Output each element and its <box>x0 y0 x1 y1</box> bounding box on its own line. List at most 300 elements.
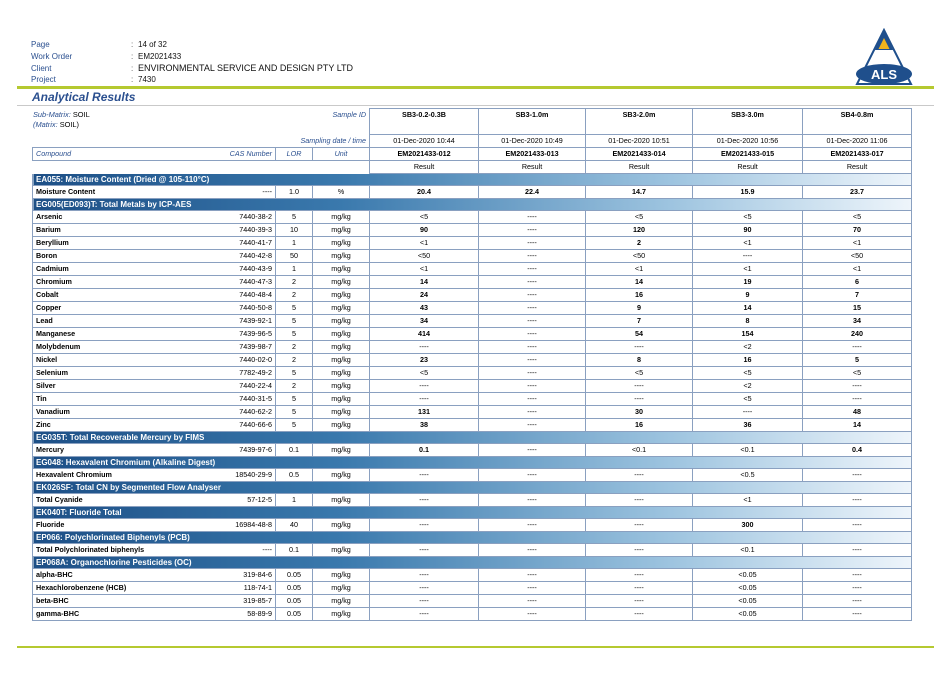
result-cell: 14 <box>803 419 912 432</box>
result-cell: <5 <box>586 367 693 380</box>
result-cell: ---- <box>479 263 586 276</box>
result-cell: ---- <box>479 276 586 289</box>
result-cell: <0.05 <box>693 582 803 595</box>
matrix-label: (Matrix: <box>33 120 58 129</box>
result-cell: ---- <box>479 608 586 621</box>
result-cell: 30 <box>586 406 693 419</box>
result-cell: ---- <box>803 595 912 608</box>
result-cell: ---- <box>479 289 586 302</box>
result-cell: <5 <box>586 211 693 224</box>
sub-matrix <box>33 110 90 130</box>
result-cell: ---- <box>586 380 693 393</box>
cas-number: 7440-48-4 <box>201 289 276 302</box>
unit-value: mg/kg <box>313 211 370 224</box>
table-row <box>33 263 912 276</box>
unit-value: mg/kg <box>313 582 370 595</box>
section-header <box>33 532 912 544</box>
result-cell: ---- <box>803 519 912 532</box>
result-cell: ---- <box>803 569 912 582</box>
unit-value: mg/kg <box>313 380 370 393</box>
result-cell: <0.05 <box>693 569 803 582</box>
table-row <box>33 469 912 482</box>
header-row-project: Project : 7430 <box>31 75 156 85</box>
unit-value: mg/kg <box>313 224 370 237</box>
section-header <box>33 507 912 519</box>
compound-name: Silver <box>33 380 201 393</box>
lor-value: 2 <box>276 276 313 289</box>
result-cell: <1 <box>693 494 803 507</box>
unit-value: mg/kg <box>313 544 370 557</box>
result-cell: ---- <box>479 380 586 393</box>
compound-name: alpha-BHC <box>33 569 201 582</box>
header-row-work-order: Work Order : EM2021433 <box>31 51 182 61</box>
compound-name: Selenium <box>33 367 201 380</box>
result-cell: 154 <box>693 328 803 341</box>
result-cell: <5 <box>370 367 479 380</box>
result-cell: <1 <box>803 263 912 276</box>
table-row <box>33 380 912 393</box>
result-cell: ---- <box>586 582 693 595</box>
result-cell: 8 <box>693 315 803 328</box>
result-cell: 70 <box>803 224 912 237</box>
compound-name: Chromium <box>33 276 201 289</box>
result-cell: 16 <box>586 419 693 432</box>
section-header <box>33 174 912 186</box>
lor-value: 0.05 <box>276 595 313 608</box>
sample-id-4: SB3-3.0m <box>693 109 803 135</box>
result-cell: 24 <box>370 289 479 302</box>
cas-number: 7782-49-2 <box>201 367 276 380</box>
result-cell: ---- <box>479 406 586 419</box>
project-value: 7430 <box>138 75 156 85</box>
table-row <box>33 276 912 289</box>
table-row <box>33 250 912 263</box>
sample-id-row <box>33 109 912 135</box>
result-cell: ---- <box>803 469 912 482</box>
result-cell: <5 <box>693 367 803 380</box>
unit-value: mg/kg <box>313 276 370 289</box>
lor-value: 2 <box>276 341 313 354</box>
compound-name: Tin <box>33 393 201 406</box>
result-cell: ---- <box>479 367 586 380</box>
result-cell: 48 <box>803 406 912 419</box>
lor-value: 2 <box>276 380 313 393</box>
unit-value: mg/kg <box>313 444 370 457</box>
table-row <box>33 289 912 302</box>
compound-name: Hexavalent Chromium <box>33 469 201 482</box>
lor-value: 5 <box>276 419 313 432</box>
sample-id-5: SB4-0.8m <box>803 109 912 135</box>
compound-name: Vanadium <box>33 406 201 419</box>
result-cell: ---- <box>479 302 586 315</box>
result-cell: 36 <box>693 419 803 432</box>
table-row <box>33 519 912 532</box>
result-cell: 2 <box>586 237 693 250</box>
cas-number: 18540-29-9 <box>201 469 276 482</box>
result-cell: 23 <box>370 354 479 367</box>
sample-date-1: 01-Dec-2020 10:44 <box>370 135 479 148</box>
result-cell: ---- <box>479 341 586 354</box>
result-cell: ---- <box>479 328 586 341</box>
work-order-value: EM2021433 <box>138 51 182 61</box>
page-title: Analytical Results <box>32 90 136 104</box>
result-cell: <5 <box>803 367 912 380</box>
compound-header: Compound <box>33 148 201 161</box>
cas-number: 7440-31-5 <box>201 393 276 406</box>
cas-number: 7440-66-6 <box>201 419 276 432</box>
result-cell: ---- <box>586 519 693 532</box>
result-cell: 7 <box>803 289 912 302</box>
result-cell: ---- <box>479 544 586 557</box>
lor-value: 5 <box>276 367 313 380</box>
project-label: Project <box>31 75 56 85</box>
result-cell: 20.4 <box>370 186 479 199</box>
table-row <box>33 494 912 507</box>
result-cell: ---- <box>370 608 479 621</box>
result-cell: <0.5 <box>693 469 803 482</box>
result-cell: 19 <box>693 276 803 289</box>
unit-value: mg/kg <box>313 519 370 532</box>
page-value: 14 of 32 <box>138 40 167 49</box>
cas-number: 7440-38-2 <box>201 211 276 224</box>
result-cell: ---- <box>803 341 912 354</box>
compound-name: Zinc <box>33 419 201 432</box>
table-row <box>33 393 912 406</box>
result-cell: 15.9 <box>693 186 803 199</box>
result-cell: ---- <box>803 380 912 393</box>
lor-value: 1.0 <box>276 186 313 199</box>
result-cell: ---- <box>803 608 912 621</box>
cas-number: 118-74-1 <box>201 582 276 595</box>
result-cell: ---- <box>586 569 693 582</box>
table-row <box>33 419 912 432</box>
unit-value: mg/kg <box>313 328 370 341</box>
header-rule <box>17 86 934 89</box>
result-cell: ---- <box>479 444 586 457</box>
table-row <box>33 444 912 457</box>
result-cell: <50 <box>803 250 912 263</box>
result-cell: ---- <box>370 393 479 406</box>
table-row <box>33 595 912 608</box>
cas-number: 58-89-9 <box>201 608 276 621</box>
result-cell: ---- <box>586 469 693 482</box>
unit-value: mg/kg <box>313 406 370 419</box>
compound-name: Arsenic <box>33 211 201 224</box>
result-cell: ---- <box>479 419 586 432</box>
cas-number: 7439-92-1 <box>201 315 276 328</box>
result-cell: 14 <box>586 276 693 289</box>
result-cell: 14 <box>370 276 479 289</box>
matrix-value: SOIL) <box>59 120 80 129</box>
unit-value: mg/kg <box>313 341 370 354</box>
compound-name: Moisture Content <box>33 186 201 199</box>
cas-number: 7440-02-0 <box>201 354 276 367</box>
lab-id-4: EM2021433-015 <box>693 148 803 161</box>
result-cell: 8 <box>586 354 693 367</box>
compound-name: Barium <box>33 224 201 237</box>
section-title: EG005(ED093)T: Total Metals by ICP-AES <box>33 199 912 211</box>
table-row <box>33 315 912 328</box>
table-row <box>33 237 912 250</box>
compound-name: Total Polychlorinated biphenyls <box>33 544 201 557</box>
lor-value: 0.05 <box>276 569 313 582</box>
unit-value: mg/kg <box>313 393 370 406</box>
table-row <box>33 569 912 582</box>
header-row-client: Client : ENVIRONMENTAL SERVICE AND DESIGN PTY LTD <box>31 62 354 73</box>
result-cell: <1 <box>370 237 479 250</box>
unit-value: mg/kg <box>313 250 370 263</box>
compound-name: Mercury <box>33 444 201 457</box>
result-cell: 120 <box>586 224 693 237</box>
cas-number: 7440-41-7 <box>201 237 276 250</box>
cas-number: 7439-98-7 <box>201 341 276 354</box>
table-row <box>33 302 912 315</box>
section-title: EG048: Hexavalent Chromium (Alkaline Digest) <box>33 457 912 469</box>
result-cell: 0.4 <box>803 444 912 457</box>
footer-rule <box>17 646 934 648</box>
result-cell: ---- <box>479 569 586 582</box>
sub-matrix-label: Sub-Matrix: <box>33 110 71 119</box>
lor-value: 50 <box>276 250 313 263</box>
cas-number: 7439-97-6 <box>201 444 276 457</box>
logo-text: ALS <box>871 67 897 82</box>
table-row <box>33 544 912 557</box>
result-cell: ---- <box>370 569 479 582</box>
column-header-row <box>33 148 912 161</box>
section-header <box>33 482 912 494</box>
unit-value: mg/kg <box>313 608 370 621</box>
client-label: Client <box>31 63 52 73</box>
result-cell: 240 <box>803 328 912 341</box>
lor-value: 5 <box>276 328 313 341</box>
table-row <box>33 354 912 367</box>
result-cell: 54 <box>586 328 693 341</box>
result-cell: 22.4 <box>479 186 586 199</box>
sample-date-4: 01-Dec-2020 10:56 <box>693 135 803 148</box>
result-cell: ---- <box>479 393 586 406</box>
result-cell: <5 <box>370 211 479 224</box>
table-row <box>33 582 912 595</box>
result-cell: ---- <box>586 341 693 354</box>
result-cell: <1 <box>693 263 803 276</box>
result-cell: ---- <box>479 224 586 237</box>
result-cell: 14 <box>693 302 803 315</box>
compound-name: Boron <box>33 250 201 263</box>
result-cell: ---- <box>479 595 586 608</box>
section-header <box>33 557 912 569</box>
result-cell: <5 <box>803 211 912 224</box>
section-title: EP068A: Organochlorine Pesticides (OC) <box>33 557 912 569</box>
lor-value: 1 <box>276 263 313 276</box>
result-cell: <1 <box>370 263 479 276</box>
result-cell: ---- <box>479 494 586 507</box>
result-cell: <1 <box>693 237 803 250</box>
section-title: EK040T: Fluoride Total <box>33 507 912 519</box>
result-label-3: Result <box>586 161 693 174</box>
lab-id-5: EM2021433-017 <box>803 148 912 161</box>
result-cell: ---- <box>370 544 479 557</box>
table-row <box>33 608 912 621</box>
result-cell: 43 <box>370 302 479 315</box>
lor-value: 5 <box>276 315 313 328</box>
unit-value: mg/kg <box>313 367 370 380</box>
client-value: ENVIRONMENTAL SERVICE AND DESIGN PTY LTD <box>138 62 354 73</box>
result-cell: <0.1 <box>586 444 693 457</box>
table-row <box>33 367 912 380</box>
result-cell: ---- <box>586 595 693 608</box>
unit-value: mg/kg <box>313 419 370 432</box>
result-cell: ---- <box>586 393 693 406</box>
compound-name: Manganese <box>33 328 201 341</box>
lor-value: 5 <box>276 302 313 315</box>
cas-number: 57-12-5 <box>201 494 276 507</box>
result-cell: 9 <box>693 289 803 302</box>
als-logo-icon <box>854 28 914 88</box>
result-cell: <0.1 <box>693 544 803 557</box>
cas-number: 7439-96-5 <box>201 328 276 341</box>
cas-number: ---- <box>201 544 276 557</box>
unit-value: mg/kg <box>313 289 370 302</box>
page-label: Page <box>31 40 50 49</box>
lor-value: 1 <box>276 494 313 507</box>
report-header <box>31 39 353 86</box>
result-cell: 9 <box>586 302 693 315</box>
result-cell: ---- <box>370 341 479 354</box>
result-cell: ---- <box>803 494 912 507</box>
cas-number: 319-84-6 <box>201 569 276 582</box>
result-cell: 90 <box>370 224 479 237</box>
result-cell: ---- <box>479 582 586 595</box>
table-row <box>33 341 912 354</box>
compound-name: Hexachlorobenzene (HCB) <box>33 582 201 595</box>
cas-number: 7440-39-3 <box>201 224 276 237</box>
result-label-1: Result <box>370 161 479 174</box>
compound-name: Lead <box>33 315 201 328</box>
cas-number: ---- <box>201 186 276 199</box>
sampling-date-row <box>33 135 912 148</box>
result-label-5: Result <box>803 161 912 174</box>
lor-value: 0.1 <box>276 544 313 557</box>
table-row <box>33 186 912 199</box>
unit-value: % <box>313 186 370 199</box>
result-cell: ---- <box>370 380 479 393</box>
table-row <box>33 224 912 237</box>
unit-value: mg/kg <box>313 469 370 482</box>
cas-number: 7440-22-4 <box>201 380 276 393</box>
results-table <box>32 108 912 621</box>
result-cell: 34 <box>803 315 912 328</box>
unit-value: mg/kg <box>313 315 370 328</box>
result-cell: <5 <box>693 211 803 224</box>
result-cell: <50 <box>370 250 479 263</box>
result-cell: ---- <box>803 544 912 557</box>
lor-value: 1 <box>276 237 313 250</box>
compound-name: gamma-BHC <box>33 608 201 621</box>
result-cell: 38 <box>370 419 479 432</box>
result-cell: 15 <box>803 302 912 315</box>
unit-value: mg/kg <box>313 569 370 582</box>
unit-header: Unit <box>313 148 370 161</box>
compound-name: beta-BHC <box>33 595 201 608</box>
result-cell: 16 <box>586 289 693 302</box>
unit-value: mg/kg <box>313 237 370 250</box>
result-cell: ---- <box>370 469 479 482</box>
compound-name: Cobalt <box>33 289 201 302</box>
lor-value: 10 <box>276 224 313 237</box>
result-cell: ---- <box>370 494 479 507</box>
sample-date-3: 01-Dec-2020 10:51 <box>586 135 693 148</box>
sub-matrix-value: SOIL <box>72 110 90 119</box>
table-row <box>33 406 912 419</box>
compound-name: Cadmium <box>33 263 201 276</box>
compound-name: Beryllium <box>33 237 201 250</box>
result-cell: 16 <box>693 354 803 367</box>
result-cell: ---- <box>479 354 586 367</box>
result-cell: <50 <box>586 250 693 263</box>
work-order-label: Work Order <box>31 51 73 61</box>
result-cell: ---- <box>693 250 803 263</box>
result-cell: 300 <box>693 519 803 532</box>
sample-date-2: 01-Dec-2020 10:49 <box>479 135 586 148</box>
section-header <box>33 432 912 444</box>
result-cell: <1 <box>803 237 912 250</box>
result-cell: ---- <box>479 519 586 532</box>
cas-number: 7440-43-9 <box>201 263 276 276</box>
lor-value: 0.05 <box>276 608 313 621</box>
compound-name: Total Cyanide <box>33 494 201 507</box>
title-rule <box>17 105 934 106</box>
lor-value: 0.1 <box>276 444 313 457</box>
result-cell: <2 <box>693 380 803 393</box>
header-row-page: Page : 14 of 32 <box>31 40 167 49</box>
section-title: EA055: Moisture Content (Dried @ 105-110°C) <box>33 174 912 186</box>
result-cell: 23.7 <box>803 186 912 199</box>
lab-id-2: EM2021433-013 <box>479 148 586 161</box>
compound-name: Molybdenum <box>33 341 201 354</box>
lor-value: 2 <box>276 289 313 302</box>
result-cell: ---- <box>479 250 586 263</box>
lab-id-1: EM2021433-012 <box>370 148 479 161</box>
result-cell: 7 <box>586 315 693 328</box>
result-cell: ---- <box>586 608 693 621</box>
lor-value: 40 <box>276 519 313 532</box>
result-cell: ---- <box>803 582 912 595</box>
result-cell: 414 <box>370 328 479 341</box>
cas-number: 319-85-7 <box>201 595 276 608</box>
result-cell: <5 <box>693 393 803 406</box>
result-cell: ---- <box>479 237 586 250</box>
result-cell: ---- <box>586 494 693 507</box>
result-cell: 34 <box>370 315 479 328</box>
sample-id-3: SB3-2.0m <box>586 109 693 135</box>
result-cell: 6 <box>803 276 912 289</box>
lor-value: 5 <box>276 406 313 419</box>
result-cell: <0.05 <box>693 595 803 608</box>
result-cell: ---- <box>370 582 479 595</box>
result-cell: ---- <box>586 544 693 557</box>
cas-header: CAS Number <box>201 148 276 161</box>
unit-value: mg/kg <box>313 354 370 367</box>
result-cell: ---- <box>479 315 586 328</box>
unit-value: mg/kg <box>313 595 370 608</box>
table-row <box>33 211 912 224</box>
lor-value: 0.05 <box>276 582 313 595</box>
cas-number: 7440-62-2 <box>201 406 276 419</box>
compound-name: Nickel <box>33 354 201 367</box>
result-cell: ---- <box>803 393 912 406</box>
section-header <box>33 457 912 469</box>
lor-header: LOR <box>276 148 313 161</box>
